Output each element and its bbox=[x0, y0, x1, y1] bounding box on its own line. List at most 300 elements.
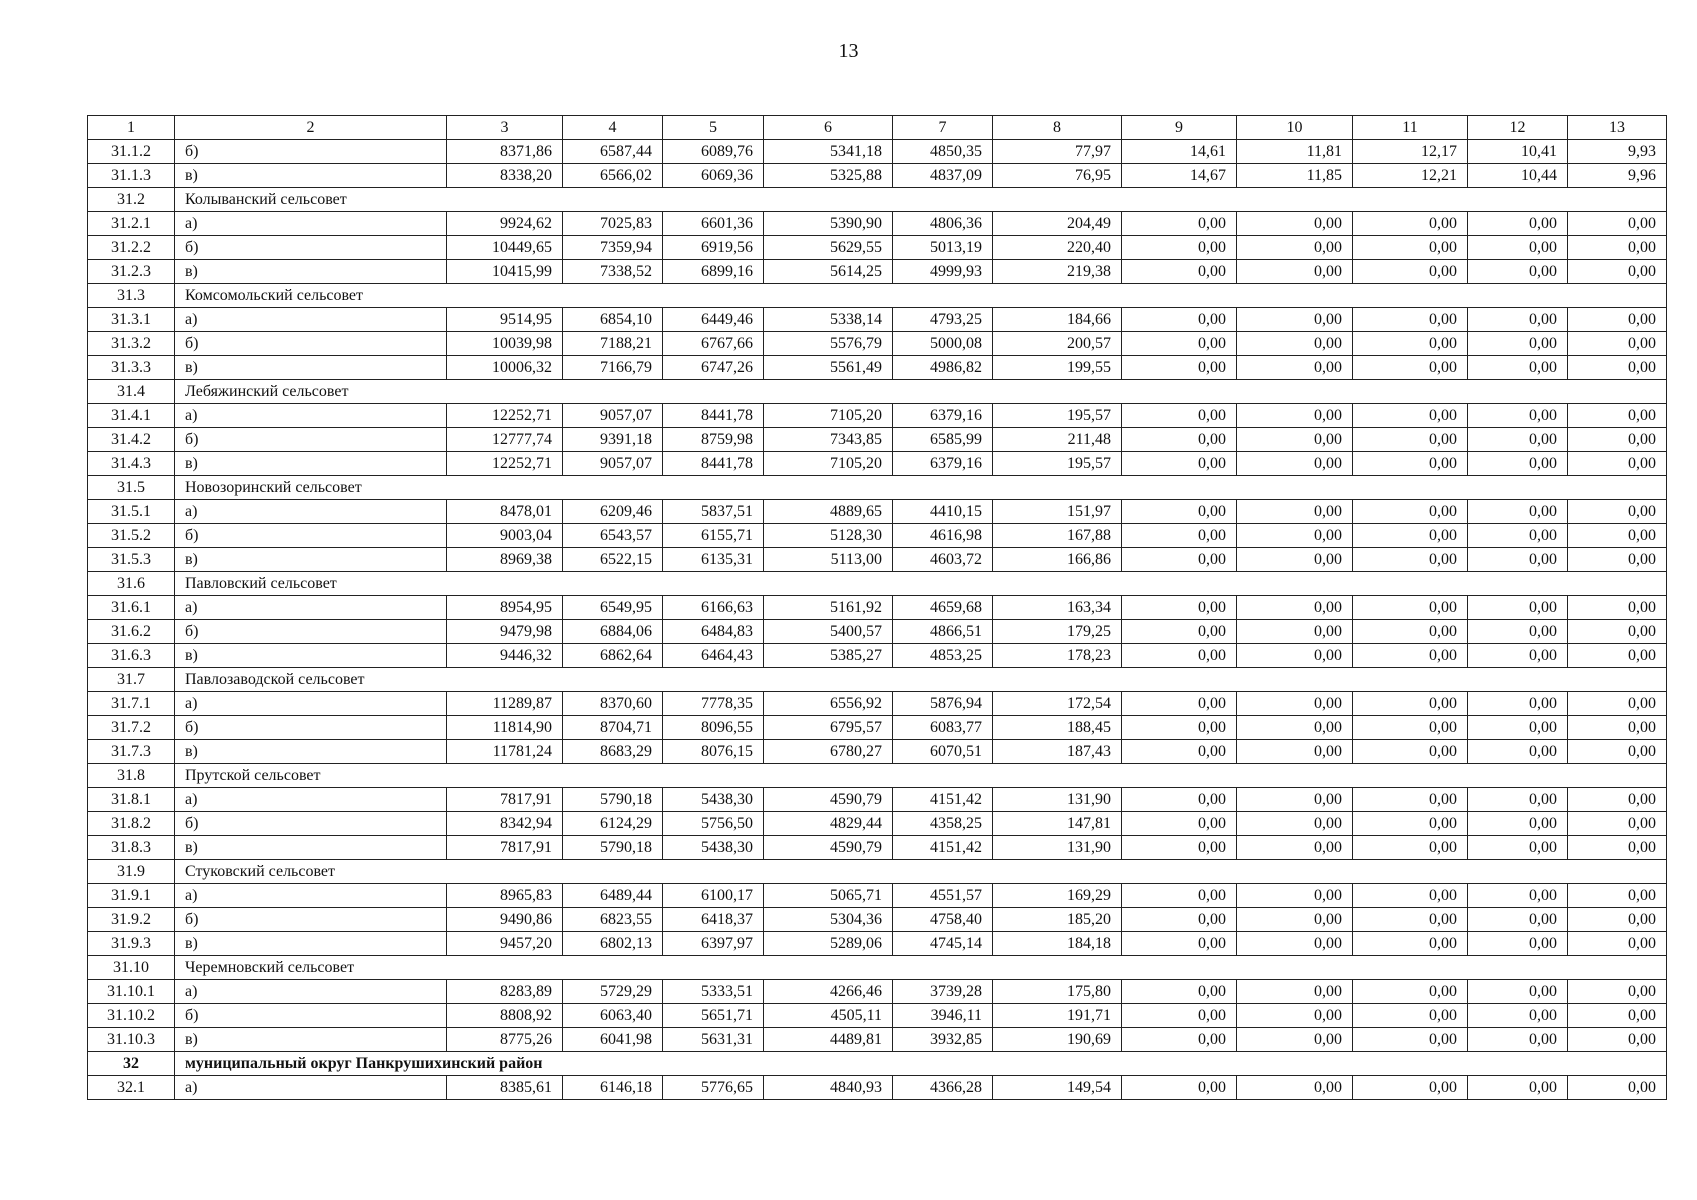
table-row bbox=[88, 788, 1667, 812]
page-number: 13 bbox=[838, 40, 859, 62]
value-cell: 0,00 bbox=[1468, 548, 1568, 572]
value-cell: 0,00 bbox=[1468, 1076, 1568, 1100]
row-number: 31.3.2 bbox=[88, 332, 175, 356]
variant-label: б) bbox=[175, 620, 447, 644]
table-row bbox=[88, 452, 1667, 476]
value-cell: 7338,52 bbox=[563, 260, 663, 284]
variant-label: б) bbox=[175, 908, 447, 932]
value-cell: 0,00 bbox=[1122, 212, 1237, 236]
value-cell: 9,93 bbox=[1568, 140, 1667, 164]
value-cell: 0,00 bbox=[1122, 524, 1237, 548]
value-cell: 7166,79 bbox=[563, 356, 663, 380]
group-name: Павловский сельсовет bbox=[175, 572, 1667, 596]
row-number: 31.8 bbox=[88, 764, 175, 788]
value-cell: 14,61 bbox=[1122, 140, 1237, 164]
value-cell: 11289,87 bbox=[447, 692, 563, 716]
row-number: 31.9.1 bbox=[88, 884, 175, 908]
variant-label: б) bbox=[175, 812, 447, 836]
table-row bbox=[88, 524, 1667, 548]
value-cell: 6069,36 bbox=[663, 164, 764, 188]
header-cell: 9 bbox=[1122, 116, 1237, 140]
value-cell: 211,48 bbox=[993, 428, 1122, 452]
value-cell: 5113,00 bbox=[764, 548, 893, 572]
value-cell: 4590,79 bbox=[764, 836, 893, 860]
value-cell: 6854,10 bbox=[563, 308, 663, 332]
value-cell: 0,00 bbox=[1468, 1004, 1568, 1028]
variant-label: б) bbox=[175, 140, 447, 164]
row-number: 31.2.2 bbox=[88, 236, 175, 260]
value-cell: 0,00 bbox=[1122, 812, 1237, 836]
value-cell: 6601,36 bbox=[663, 212, 764, 236]
variant-label: б) bbox=[175, 332, 447, 356]
value-cell: 0,00 bbox=[1568, 692, 1667, 716]
row-number: 31.6.3 bbox=[88, 644, 175, 668]
group-row bbox=[88, 668, 1667, 692]
value-cell: 5338,14 bbox=[764, 308, 893, 332]
value-cell: 4806,36 bbox=[893, 212, 993, 236]
value-cell: 9457,20 bbox=[447, 932, 563, 956]
value-cell: 0,00 bbox=[1353, 524, 1468, 548]
value-cell: 0,00 bbox=[1568, 1028, 1667, 1052]
table-row bbox=[88, 716, 1667, 740]
value-cell: 0,00 bbox=[1568, 1004, 1667, 1028]
value-cell: 0,00 bbox=[1568, 740, 1667, 764]
value-cell: 5289,06 bbox=[764, 932, 893, 956]
value-cell: 5390,90 bbox=[764, 212, 893, 236]
row-number: 31.9.2 bbox=[88, 908, 175, 932]
row-number: 31.7 bbox=[88, 668, 175, 692]
value-cell: 0,00 bbox=[1568, 404, 1667, 428]
group-name: Павлозаводской сельсовет bbox=[175, 668, 1667, 692]
value-cell: 0,00 bbox=[1237, 236, 1353, 260]
table-row bbox=[88, 308, 1667, 332]
value-cell: 8775,26 bbox=[447, 1028, 563, 1052]
row-number: 31.7.1 bbox=[88, 692, 175, 716]
value-cell: 8969,38 bbox=[447, 548, 563, 572]
value-cell: 6397,97 bbox=[663, 932, 764, 956]
value-cell: 0,00 bbox=[1122, 1004, 1237, 1028]
value-cell: 0,00 bbox=[1568, 596, 1667, 620]
variant-label: а) bbox=[175, 788, 447, 812]
value-cell: 0,00 bbox=[1237, 692, 1353, 716]
value-cell: 0,00 bbox=[1568, 452, 1667, 476]
value-cell: 6379,16 bbox=[893, 404, 993, 428]
value-cell: 7105,20 bbox=[764, 404, 893, 428]
value-cell: 0,00 bbox=[1237, 908, 1353, 932]
value-cell: 14,67 bbox=[1122, 164, 1237, 188]
value-cell: 5304,36 bbox=[764, 908, 893, 932]
table-row bbox=[88, 740, 1667, 764]
group-name: Новозоринский сельсовет bbox=[175, 476, 1667, 500]
variant-label: в) bbox=[175, 644, 447, 668]
value-cell: 0,00 bbox=[1568, 1076, 1667, 1100]
table-body bbox=[88, 140, 1667, 1100]
value-cell: 8370,60 bbox=[563, 692, 663, 716]
value-cell: 4366,28 bbox=[893, 1076, 993, 1100]
value-cell: 6522,15 bbox=[563, 548, 663, 572]
value-cell: 6919,56 bbox=[663, 236, 764, 260]
value-cell: 5837,51 bbox=[663, 500, 764, 524]
value-cell: 8371,86 bbox=[447, 140, 563, 164]
value-cell: 0,00 bbox=[1237, 428, 1353, 452]
value-cell: 0,00 bbox=[1122, 1076, 1237, 1100]
value-cell: 5325,88 bbox=[764, 164, 893, 188]
value-cell: 0,00 bbox=[1353, 452, 1468, 476]
value-cell: 0,00 bbox=[1122, 1028, 1237, 1052]
variant-label: в) bbox=[175, 452, 447, 476]
value-cell: 0,00 bbox=[1122, 428, 1237, 452]
value-cell: 0,00 bbox=[1353, 404, 1468, 428]
value-cell: 0,00 bbox=[1237, 836, 1353, 860]
value-cell: 0,00 bbox=[1122, 740, 1237, 764]
row-number: 31.8.1 bbox=[88, 788, 175, 812]
value-cell: 0,00 bbox=[1122, 500, 1237, 524]
table-row bbox=[88, 548, 1667, 572]
value-cell: 77,97 bbox=[993, 140, 1122, 164]
value-cell: 179,25 bbox=[993, 620, 1122, 644]
value-cell: 0,00 bbox=[1468, 404, 1568, 428]
variant-label: б) bbox=[175, 524, 447, 548]
value-cell: 3739,28 bbox=[893, 980, 993, 1004]
value-cell: 169,29 bbox=[993, 884, 1122, 908]
table-header bbox=[88, 116, 1667, 140]
value-cell: 10415,99 bbox=[447, 260, 563, 284]
group-name: Черемновский сельсовет bbox=[175, 956, 1667, 980]
value-cell: 131,90 bbox=[993, 788, 1122, 812]
header-cell: 6 bbox=[764, 116, 893, 140]
value-cell: 0,00 bbox=[1122, 260, 1237, 284]
value-cell: 5013,19 bbox=[893, 236, 993, 260]
value-cell: 200,57 bbox=[993, 332, 1122, 356]
value-cell: 5576,79 bbox=[764, 332, 893, 356]
value-cell: 4850,35 bbox=[893, 140, 993, 164]
value-cell: 0,00 bbox=[1468, 500, 1568, 524]
group-row bbox=[88, 284, 1667, 308]
value-cell: 5651,71 bbox=[663, 1004, 764, 1028]
value-cell: 6747,26 bbox=[663, 356, 764, 380]
value-cell: 0,00 bbox=[1568, 356, 1667, 380]
value-cell: 0,00 bbox=[1237, 1076, 1353, 1100]
row-number: 31.3.3 bbox=[88, 356, 175, 380]
value-cell: 0,00 bbox=[1237, 812, 1353, 836]
row-number: 31.3.1 bbox=[88, 308, 175, 332]
value-cell: 0,00 bbox=[1568, 980, 1667, 1004]
value-cell: 8338,20 bbox=[447, 164, 563, 188]
value-cell: 12252,71 bbox=[447, 452, 563, 476]
value-cell: 0,00 bbox=[1237, 500, 1353, 524]
value-cell: 187,43 bbox=[993, 740, 1122, 764]
value-cell: 5790,18 bbox=[563, 788, 663, 812]
variant-label: а) bbox=[175, 980, 447, 1004]
value-cell: 147,81 bbox=[993, 812, 1122, 836]
value-cell: 0,00 bbox=[1468, 260, 1568, 284]
value-cell: 0,00 bbox=[1122, 908, 1237, 932]
group-name: Стуковский сельсовет bbox=[175, 860, 1667, 884]
value-cell: 6418,37 bbox=[663, 908, 764, 932]
group-name: Комсомольский сельсовет bbox=[175, 284, 1667, 308]
value-cell: 0,00 bbox=[1237, 596, 1353, 620]
value-cell: 4793,25 bbox=[893, 308, 993, 332]
value-cell: 8342,94 bbox=[447, 812, 563, 836]
value-cell: 0,00 bbox=[1353, 356, 1468, 380]
value-cell: 149,54 bbox=[993, 1076, 1122, 1100]
value-cell: 4505,11 bbox=[764, 1004, 893, 1028]
value-cell: 5729,29 bbox=[563, 980, 663, 1004]
value-cell: 0,00 bbox=[1353, 236, 1468, 260]
value-cell: 0,00 bbox=[1353, 788, 1468, 812]
value-cell: 6802,13 bbox=[563, 932, 663, 956]
value-cell: 0,00 bbox=[1568, 932, 1667, 956]
value-cell: 8385,61 bbox=[447, 1076, 563, 1100]
value-cell: 0,00 bbox=[1122, 788, 1237, 812]
value-cell: 0,00 bbox=[1353, 428, 1468, 452]
value-cell: 10039,98 bbox=[447, 332, 563, 356]
value-cell: 6124,29 bbox=[563, 812, 663, 836]
value-cell: 4837,09 bbox=[893, 164, 993, 188]
value-cell: 8704,71 bbox=[563, 716, 663, 740]
value-cell: 8478,01 bbox=[447, 500, 563, 524]
group-row bbox=[88, 476, 1667, 500]
value-cell: 6543,57 bbox=[563, 524, 663, 548]
row-number: 31.4.2 bbox=[88, 428, 175, 452]
value-cell: 5438,30 bbox=[663, 788, 764, 812]
group-name: Прутской сельсовет bbox=[175, 764, 1667, 788]
variant-label: а) bbox=[175, 404, 447, 428]
value-cell: 0,00 bbox=[1353, 884, 1468, 908]
value-cell: 5790,18 bbox=[563, 836, 663, 860]
value-cell: 0,00 bbox=[1353, 908, 1468, 932]
value-cell: 5385,27 bbox=[764, 644, 893, 668]
value-cell: 7025,83 bbox=[563, 212, 663, 236]
table-row bbox=[88, 212, 1667, 236]
value-cell: 5333,51 bbox=[663, 980, 764, 1004]
value-cell: 12252,71 bbox=[447, 404, 563, 428]
value-cell: 0,00 bbox=[1353, 596, 1468, 620]
table-row bbox=[88, 596, 1667, 620]
value-cell: 0,00 bbox=[1568, 332, 1667, 356]
value-cell: 0,00 bbox=[1122, 884, 1237, 908]
value-cell: 175,80 bbox=[993, 980, 1122, 1004]
variant-label: б) bbox=[175, 236, 447, 260]
value-cell: 4853,25 bbox=[893, 644, 993, 668]
value-cell: 7188,21 bbox=[563, 332, 663, 356]
value-cell: 0,00 bbox=[1122, 236, 1237, 260]
value-cell: 0,00 bbox=[1237, 1004, 1353, 1028]
variant-label: а) bbox=[175, 692, 447, 716]
value-cell: 0,00 bbox=[1468, 524, 1568, 548]
value-cell: 9490,86 bbox=[447, 908, 563, 932]
value-cell: 76,95 bbox=[993, 164, 1122, 188]
value-cell: 9479,98 bbox=[447, 620, 563, 644]
value-cell: 7817,91 bbox=[447, 788, 563, 812]
row-number: 31.9.3 bbox=[88, 932, 175, 956]
value-cell: 4358,25 bbox=[893, 812, 993, 836]
value-cell: 4410,15 bbox=[893, 500, 993, 524]
value-cell: 0,00 bbox=[1122, 980, 1237, 1004]
table-row bbox=[88, 164, 1667, 188]
value-cell: 4151,42 bbox=[893, 788, 993, 812]
value-cell: 0,00 bbox=[1468, 428, 1568, 452]
value-cell: 6166,63 bbox=[663, 596, 764, 620]
row-number: 31.9 bbox=[88, 860, 175, 884]
table-row bbox=[88, 404, 1667, 428]
value-cell: 188,45 bbox=[993, 716, 1122, 740]
value-cell: 12777,74 bbox=[447, 428, 563, 452]
value-cell: 0,00 bbox=[1122, 332, 1237, 356]
variant-label: б) bbox=[175, 1004, 447, 1028]
value-cell: 0,00 bbox=[1468, 356, 1568, 380]
value-cell: 0,00 bbox=[1468, 308, 1568, 332]
value-cell: 0,00 bbox=[1568, 812, 1667, 836]
table-row bbox=[88, 620, 1667, 644]
value-cell: 6566,02 bbox=[563, 164, 663, 188]
tariff-table bbox=[87, 115, 1667, 1100]
row-number: 31.4.1 bbox=[88, 404, 175, 428]
value-cell: 0,00 bbox=[1468, 908, 1568, 932]
value-cell: 0,00 bbox=[1122, 932, 1237, 956]
row-number: 31.5.1 bbox=[88, 500, 175, 524]
row-number: 31.5 bbox=[88, 476, 175, 500]
table-row bbox=[88, 1028, 1667, 1052]
variant-label: а) bbox=[175, 308, 447, 332]
value-cell: 0,00 bbox=[1237, 884, 1353, 908]
group-row bbox=[88, 1052, 1667, 1076]
value-cell: 0,00 bbox=[1353, 260, 1468, 284]
value-cell: 5614,25 bbox=[764, 260, 893, 284]
value-cell: 5561,49 bbox=[764, 356, 893, 380]
value-cell: 163,34 bbox=[993, 596, 1122, 620]
row-number: 31.5.3 bbox=[88, 548, 175, 572]
value-cell: 190,69 bbox=[993, 1028, 1122, 1052]
value-cell: 0,00 bbox=[1237, 308, 1353, 332]
value-cell: 10,41 bbox=[1468, 140, 1568, 164]
row-number: 31.6.1 bbox=[88, 596, 175, 620]
value-cell: 12,17 bbox=[1353, 140, 1468, 164]
value-cell: 0,00 bbox=[1353, 308, 1468, 332]
value-cell: 5756,50 bbox=[663, 812, 764, 836]
value-cell: 6585,99 bbox=[893, 428, 993, 452]
value-cell: 0,00 bbox=[1568, 788, 1667, 812]
value-cell: 5341,18 bbox=[764, 140, 893, 164]
value-cell: 0,00 bbox=[1568, 620, 1667, 644]
value-cell: 0,00 bbox=[1468, 332, 1568, 356]
value-cell: 0,00 bbox=[1468, 980, 1568, 1004]
row-number: 31.10.3 bbox=[88, 1028, 175, 1052]
header-cell: 11 bbox=[1353, 116, 1468, 140]
value-cell: 8954,95 bbox=[447, 596, 563, 620]
value-cell: 6795,57 bbox=[764, 716, 893, 740]
value-cell: 6449,46 bbox=[663, 308, 764, 332]
value-cell: 0,00 bbox=[1122, 692, 1237, 716]
value-cell: 9,96 bbox=[1568, 164, 1667, 188]
value-cell: 0,00 bbox=[1122, 404, 1237, 428]
value-cell: 6135,31 bbox=[663, 548, 764, 572]
value-cell: 167,88 bbox=[993, 524, 1122, 548]
value-cell: 12,21 bbox=[1353, 164, 1468, 188]
value-cell: 6556,92 bbox=[764, 692, 893, 716]
value-cell: 0,00 bbox=[1237, 716, 1353, 740]
value-cell: 9057,07 bbox=[563, 404, 663, 428]
variant-label: в) bbox=[175, 260, 447, 284]
header-row bbox=[88, 116, 1667, 140]
value-cell: 0,00 bbox=[1568, 236, 1667, 260]
value-cell: 5161,92 bbox=[764, 596, 893, 620]
variant-label: б) bbox=[175, 428, 447, 452]
table-row bbox=[88, 1004, 1667, 1028]
value-cell: 0,00 bbox=[1468, 812, 1568, 836]
value-cell: 5631,31 bbox=[663, 1028, 764, 1052]
table-row bbox=[88, 332, 1667, 356]
variant-label: а) bbox=[175, 596, 447, 620]
value-cell: 4866,51 bbox=[893, 620, 993, 644]
group-name: Колыванский сельсовет bbox=[175, 188, 1667, 212]
value-cell: 6070,51 bbox=[893, 740, 993, 764]
value-cell: 0,00 bbox=[1237, 788, 1353, 812]
value-cell: 195,57 bbox=[993, 452, 1122, 476]
table-row bbox=[88, 836, 1667, 860]
value-cell: 4999,93 bbox=[893, 260, 993, 284]
value-cell: 131,90 bbox=[993, 836, 1122, 860]
value-cell: 0,00 bbox=[1353, 1028, 1468, 1052]
table-row bbox=[88, 884, 1667, 908]
header-cell: 13 bbox=[1568, 116, 1667, 140]
value-cell: 0,00 bbox=[1122, 620, 1237, 644]
row-number: 31.1.3 bbox=[88, 164, 175, 188]
value-cell: 4840,93 bbox=[764, 1076, 893, 1100]
variant-label: в) bbox=[175, 548, 447, 572]
variant-label: в) bbox=[175, 836, 447, 860]
variant-label: в) bbox=[175, 356, 447, 380]
value-cell: 0,00 bbox=[1468, 596, 1568, 620]
value-cell: 4603,72 bbox=[893, 548, 993, 572]
header-cell: 10 bbox=[1237, 116, 1353, 140]
value-cell: 9057,07 bbox=[563, 452, 663, 476]
value-cell: 220,40 bbox=[993, 236, 1122, 260]
variant-label: в) bbox=[175, 740, 447, 764]
value-cell: 5000,08 bbox=[893, 332, 993, 356]
value-cell: 0,00 bbox=[1237, 644, 1353, 668]
value-cell: 9003,04 bbox=[447, 524, 563, 548]
value-cell: 5065,71 bbox=[764, 884, 893, 908]
variant-label: а) bbox=[175, 1076, 447, 1100]
value-cell: 195,57 bbox=[993, 404, 1122, 428]
value-cell: 0,00 bbox=[1237, 260, 1353, 284]
value-cell: 11781,24 bbox=[447, 740, 563, 764]
value-cell: 10006,32 bbox=[447, 356, 563, 380]
value-cell: 199,55 bbox=[993, 356, 1122, 380]
row-number: 31.3 bbox=[88, 284, 175, 308]
value-cell: 6862,64 bbox=[563, 644, 663, 668]
value-cell: 0,00 bbox=[1353, 1004, 1468, 1028]
value-cell: 0,00 bbox=[1122, 596, 1237, 620]
value-cell: 0,00 bbox=[1568, 308, 1667, 332]
value-cell: 6464,43 bbox=[663, 644, 764, 668]
row-number: 31.8.3 bbox=[88, 836, 175, 860]
value-cell: 0,00 bbox=[1568, 212, 1667, 236]
value-cell: 0,00 bbox=[1237, 524, 1353, 548]
value-cell: 6484,83 bbox=[663, 620, 764, 644]
value-cell: 8076,15 bbox=[663, 740, 764, 764]
value-cell: 3946,11 bbox=[893, 1004, 993, 1028]
value-cell: 6083,77 bbox=[893, 716, 993, 740]
value-cell: 4151,42 bbox=[893, 836, 993, 860]
value-cell: 11,85 bbox=[1237, 164, 1353, 188]
value-cell: 0,00 bbox=[1468, 620, 1568, 644]
value-cell: 4889,65 bbox=[764, 500, 893, 524]
value-cell: 4659,68 bbox=[893, 596, 993, 620]
table-row bbox=[88, 980, 1667, 1004]
value-cell: 166,86 bbox=[993, 548, 1122, 572]
